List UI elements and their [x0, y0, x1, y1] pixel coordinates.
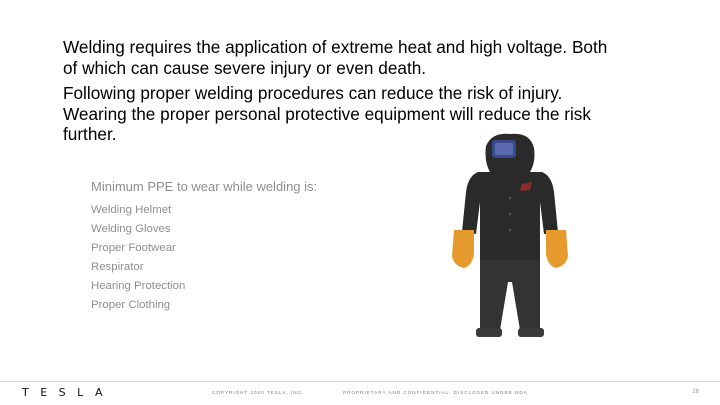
ppe-section [91, 179, 391, 315]
page-number: 26 [692, 389, 699, 395]
copyright-text: COPYRIGHT 2020 TESLA, INC. [212, 390, 305, 395]
welder-ppe-image [440, 132, 580, 344]
proprietary-notice: PROPRIETARY AND CONFIDENTIAL. DISCLOSED UNDER NDA [343, 390, 528, 395]
welder-in-protective-gear-icon [440, 132, 580, 344]
ppe-item-proper-clothing: Proper Clothing [91, 299, 171, 311]
ppe-heading: Minimum PPE to wear while welding is: [91, 179, 318, 194]
footer [0, 381, 720, 405]
ppe-item-welding-gloves: Welding Gloves [91, 223, 171, 235]
paragraph-welding-hazards: Welding requires the application of extreme heat and high voltage. Both of which can cause severe injury or even death. [63, 37, 608, 78]
paragraph-ppe-reduces-risk: Following proper welding procedures can reduce the risk of injury. Wearing the proper personal protective equipment will reduce the risk further. [63, 83, 591, 144]
tesla-logo: TESLA [22, 386, 115, 399]
ppe-item-welding-helmet: Welding Helmet [91, 204, 172, 216]
ppe-item-respirator: Respirator [91, 261, 144, 273]
ppe-list [91, 201, 391, 315]
ppe-item-proper-footwear: Proper Footwear [91, 242, 176, 254]
ppe-item-hearing-protection: Hearing Protection [91, 280, 186, 292]
